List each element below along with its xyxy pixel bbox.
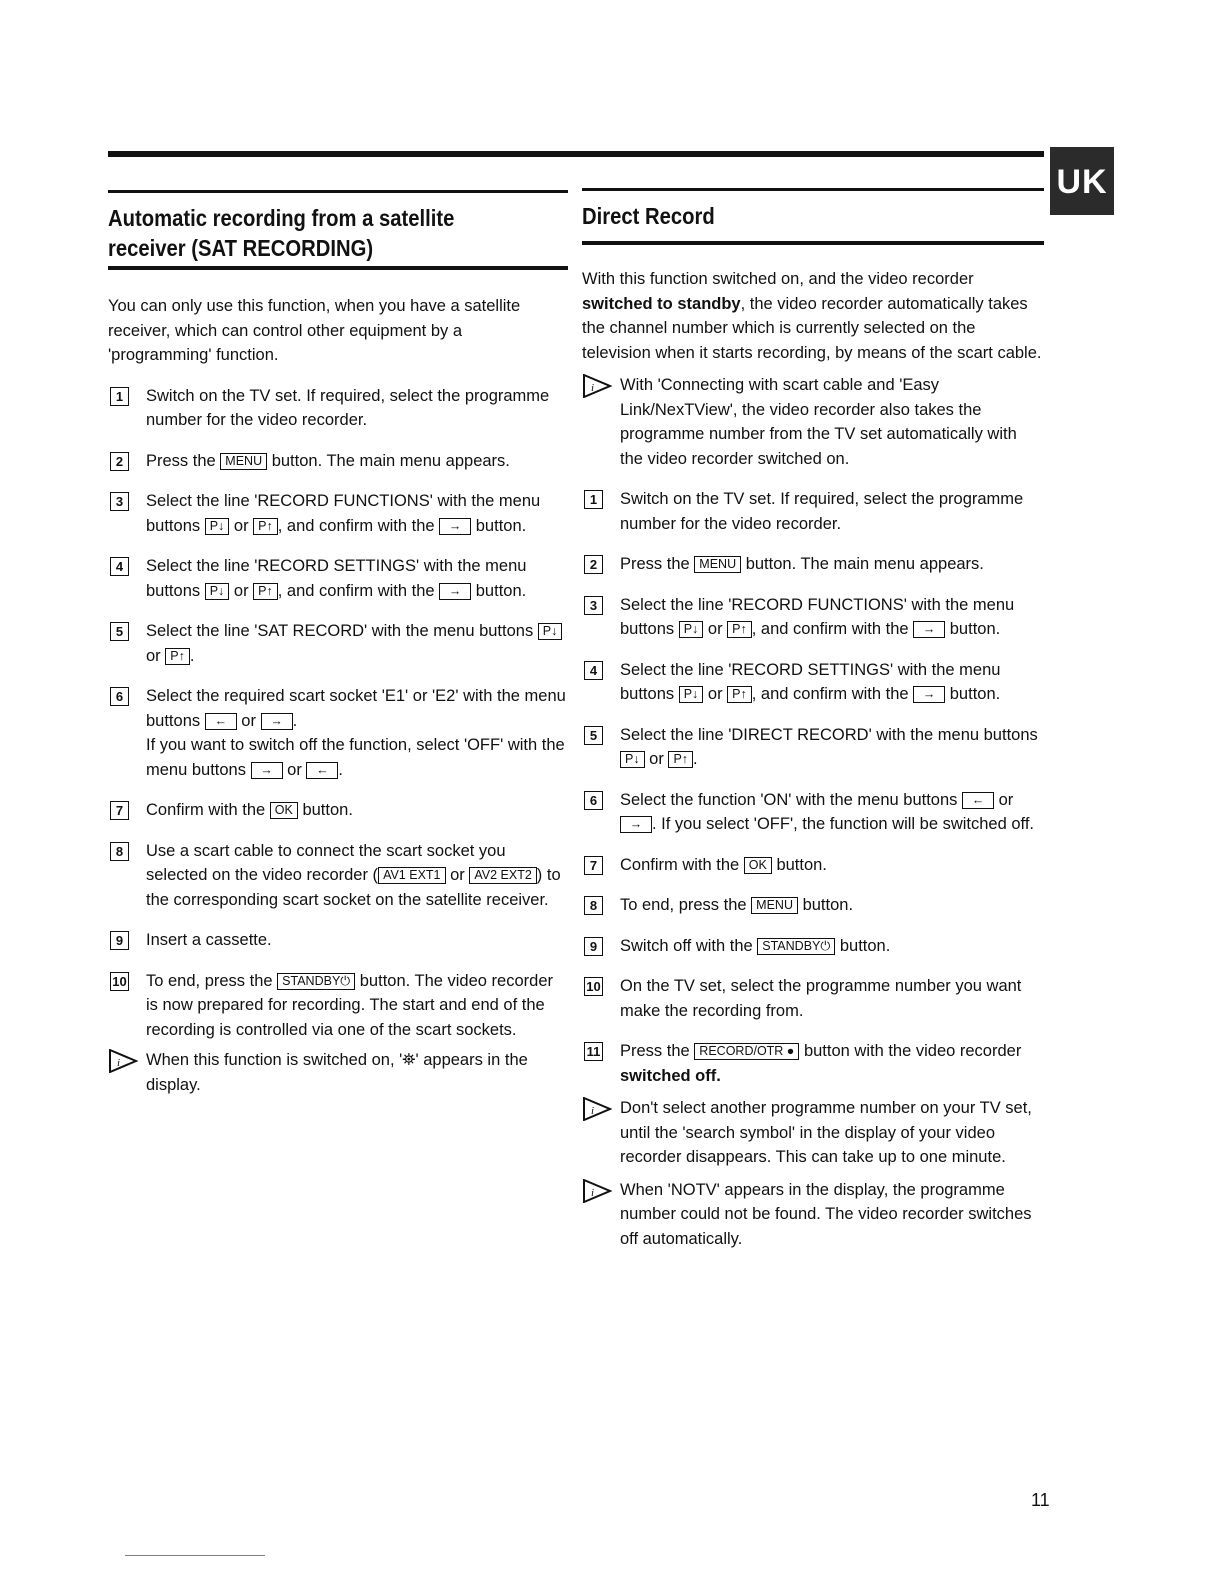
- step-number: 5: [110, 622, 129, 641]
- step-number: 1: [110, 387, 129, 406]
- info-arrow-icon: [582, 1179, 612, 1203]
- step-number: 5: [584, 726, 603, 745]
- left-arrow-key: ←: [962, 792, 994, 809]
- step-1: 1 Switch on the TV set. If required, select the programme number for the video recorder.: [582, 487, 1044, 536]
- p-up-key: P↑: [253, 518, 278, 535]
- p-down-key: P↓: [205, 583, 230, 600]
- info-note: With 'Connecting with scart cable and 'Easy Link/NexTView', the video recorder also takes the programme number from the TV set automatically with the video recorder switched on.: [582, 373, 1044, 471]
- step-8: 8 Use a scart cable to connect the scart socket you selected on the video recorder ( AV1 EXT1 or AV2 EXT2 ) to the corresponding scart socket on the satellite receiver.: [108, 839, 568, 913]
- info-arrow-icon: [582, 374, 612, 398]
- right-arrow-key: →: [251, 762, 283, 779]
- step-3: 3 Select the line 'RECORD FUNCTIONS' with the menu buttons P↓ or P↑ , and confirm with the → button.: [108, 489, 568, 538]
- right-arrow-key: →: [913, 686, 945, 703]
- info-arrow-icon: [108, 1049, 138, 1073]
- p-down-key: P↓: [205, 518, 230, 535]
- p-up-key: P↑: [253, 583, 278, 600]
- p-down-key: P↓: [620, 751, 645, 768]
- step-number: 4: [110, 557, 129, 576]
- intro-text: With this function switched on, and the video recorder switched to standby, the video recorder automatically takes the channel number which is currently selected on the television when it starts recording, by means of the scart cable.: [582, 270, 1042, 362]
- info-note: When this function is switched on, '⛯' appears in the display.: [108, 1048, 568, 1097]
- step-6: 6 Select the function 'ON' with the menu buttons ← or → . If you select 'OFF', the function will be switched off.: [582, 788, 1044, 837]
- right-arrow-key: →: [261, 713, 293, 730]
- right-arrow-key: →: [439, 518, 471, 535]
- page-number: 11: [1031, 1490, 1050, 1510]
- left-arrow-key: ←: [306, 762, 338, 779]
- step-number: 2: [110, 452, 129, 471]
- step-8: 8 To end, press the MENU button.: [582, 893, 1044, 918]
- step-7: 7 Confirm with the OK button.: [582, 853, 1044, 878]
- step-number: 3: [110, 492, 129, 511]
- step-number: 8: [584, 896, 603, 915]
- av2-ext2-key: AV2 EXT2: [469, 867, 536, 884]
- step-2: 2 Press the MENU button. The main menu appears.: [108, 449, 568, 474]
- right-arrow-key: →: [439, 583, 471, 600]
- standby-key: STANDBY⏻: [277, 973, 355, 990]
- p-up-key: P↑: [727, 686, 752, 703]
- step-number: 9: [110, 931, 129, 950]
- step-number: 3: [584, 596, 603, 615]
- step-number: 2: [584, 555, 603, 574]
- step-10: 10 On the TV set, select the programme number you want make the recording from.: [582, 974, 1044, 1023]
- info-note: When 'NOTV' appears in the display, the programme number could not be found. The video recorder switches off automatically.: [582, 1178, 1044, 1252]
- menu-key: MENU: [220, 453, 267, 470]
- step-7: 7 Confirm with the OK button.: [108, 798, 568, 823]
- section-title-line2: receiver (SAT RECORDING): [108, 235, 374, 261]
- right-arrow-key: →: [620, 816, 652, 833]
- ok-key: OK: [270, 802, 298, 819]
- right-arrow-key: →: [913, 621, 945, 638]
- step-4: 4 Select the line 'RECORD SETTINGS' with the menu buttons P↓ or P↑ , and confirm with the → button.: [582, 658, 1044, 707]
- standby-key: STANDBY⏻: [757, 938, 835, 955]
- p-up-key: P↑: [727, 621, 752, 638]
- header-rule: [108, 151, 1044, 157]
- p-up-key: P↑: [668, 751, 693, 768]
- step-3: 3 Select the line 'RECORD FUNCTIONS' with the menu buttons P↓ or P↑ , and confirm with the → button.: [582, 593, 1044, 642]
- section-direct-record: [582, 188, 1044, 1251]
- step-number: 7: [584, 856, 603, 875]
- section-sat-recording: [108, 190, 568, 1097]
- step-number: 10: [110, 972, 129, 991]
- p-down-key: P↓: [679, 686, 704, 703]
- step-number: 11: [584, 1042, 603, 1061]
- step-number: 6: [110, 687, 129, 706]
- step-number: 10: [584, 977, 603, 996]
- left-arrow-key: ←: [205, 713, 237, 730]
- step-number: 7: [110, 801, 129, 820]
- info-note: Don't select another programme number on your TV set, until the 'search symbol' in the display of your video recorder disappears. This can take up to one minute.: [582, 1096, 1044, 1170]
- step-number: 6: [584, 791, 603, 810]
- step-9: 9 Insert a cassette.: [108, 928, 568, 953]
- p-up-key: P↑: [165, 648, 190, 665]
- intro-text: You can only use this function, when you have a satellite receiver, which can control other equipment by a 'programming' function.: [108, 297, 521, 364]
- step-6: 6 Select the required scart socket 'E1' or 'E2' with the menu buttons ← or → . If you want to switch off the function, select 'OFF' with the menu buttons → or ← .: [108, 684, 568, 782]
- step-number: 9: [584, 937, 603, 956]
- step-11: 11 Press the RECORD/OTR ● button with the video recorder switched off.: [582, 1039, 1044, 1088]
- step-number: 1: [584, 490, 603, 509]
- step-number: 8: [110, 842, 129, 861]
- step-number: 4: [584, 661, 603, 680]
- step-5: 5 Select the line 'DIRECT RECORD' with the menu buttons P↓ or P↑ .: [582, 723, 1044, 772]
- info-arrow-icon: [582, 1097, 612, 1121]
- step-9: 9 Switch off with the STANDBY⏻ button.: [582, 934, 1044, 959]
- menu-key: MENU: [694, 556, 741, 573]
- record-otr-key: RECORD/OTR ●: [694, 1043, 799, 1060]
- section-title: Direct Record: [582, 203, 715, 229]
- ok-key: OK: [744, 857, 772, 874]
- step-10: 10 To end, press the STANDBY⏻ button. The video recorder is now prepared for recording. The start and end of the recording is controlled via one of the scart sockets.: [108, 969, 568, 1043]
- step-4: 4 Select the line 'RECORD SETTINGS' with the menu buttons P↓ or P↑ , and confirm with the → button.: [108, 554, 568, 603]
- av1-ext1-key: AV1 EXT1: [378, 867, 445, 884]
- section-title-line1: Automatic recording from a satellite: [108, 205, 455, 231]
- language-tab: UK: [1050, 147, 1114, 215]
- step-1: 1 Switch on the TV set. If required, select the programme number for the video recorder.: [108, 384, 568, 433]
- sat-symbol-icon: ⛯: [402, 1051, 416, 1069]
- step-5: 5 Select the line 'SAT RECORD' with the menu buttons P↓ or P↑ .: [108, 619, 568, 668]
- step-2: 2 Press the MENU button. The main menu appears.: [582, 552, 1044, 577]
- p-down-key: P↓: [679, 621, 704, 638]
- menu-key: MENU: [751, 897, 798, 914]
- footer-line: [125, 1555, 265, 1556]
- p-down-key: P↓: [538, 623, 563, 640]
